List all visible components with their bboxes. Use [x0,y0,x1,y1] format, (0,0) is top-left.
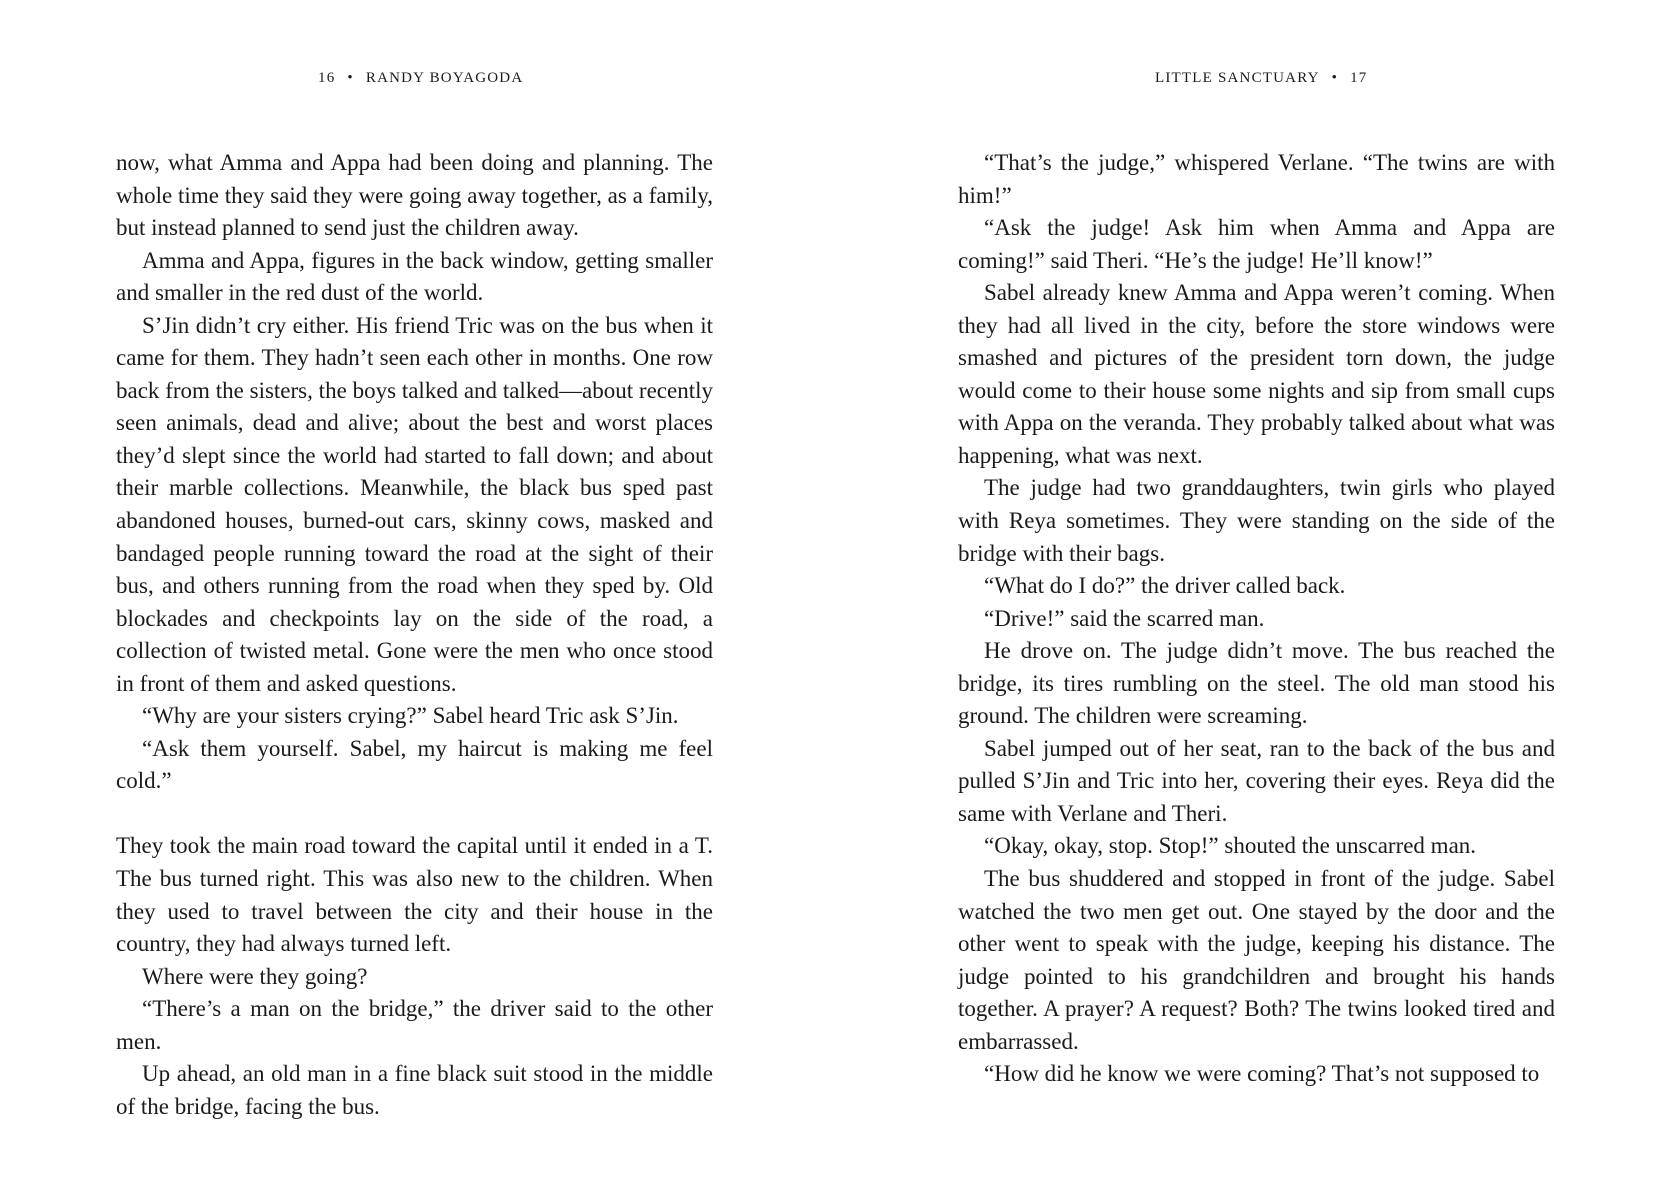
paragraph: Up ahead, an old man in a fine black suit stood in the middle of the bridge, facing the bus. [116,1061,713,1119]
left-page-number: 16 [318,70,336,86]
section-start-paragraph: They took the main road toward the capital until it ended in a T. The bus turned right. This was also new to the children. When they used to travel between the city and their house in the country, they had always turned left. [116,833,713,957]
paragraph: “Okay, okay, stop. Stop!” shouted the unscarred man. [984,833,1477,859]
paragraph: Amma and Appa, figures in the back window, getting smaller and smaller in the red dust of the world. [116,247,713,306]
paragraph: He drove on. The judge didn’t move. The bus reached the bridge, its tires rumbling on the steel. The old man stood his ground. The children were screaming. [958,638,1555,729]
book-title: LITTLE SANCTUARY [1155,70,1320,86]
right-page [829,0,1659,1200]
paragraph: “That’s the judge,” whispered Verlane. “The twins are with him!” [958,150,1555,208]
paragraph: The judge had two granddaughters, twin girls who played with Reya sometimes. They were standing on the side of the bridge with their bags. [958,475,1555,566]
paragraph: Sabel already knew Amma and Appa weren’t coming. When they had all lived in the city, before the store windows were smashed and pictures of the president torn down, the judge would come to their house some nights and sip from small cups with Appa on the veranda. They probably talked about what was happening, what was next. [958,280,1555,468]
paragraph: “How did he know we were coming? That’s not supposed to [984,1061,1540,1087]
paragraph: “What do I do?” the driver called back. [984,573,1346,599]
author-name: RANDY BOYAGODA [365,70,524,86]
right-page-number: 17 [1350,70,1368,86]
paragraph: “Ask them yourself. Sabel, my haircut is making me feel cold.” [116,735,713,794]
right-page-text [958,147,1555,1091]
header-separator: • [1331,70,1339,86]
paragraph: Where were they going? [142,963,368,989]
left-running-head [318,69,523,87]
paragraph: S’Jin didn’t cry either. His friend Tric was on the bus when it came for them. They hadn’t seen each other in months. One row back from the sisters, the boys talked and talked—about recently seen animals, dead and alive; about the best and worst places they’d slept since the world had started to fall down; and about their marble collections. Meanwhile, the black bus sped past abandoned houses, burned-out cars, skinny cows, masked and bandaged people running toward the road at the sight of their bus, and others running from the road when they sped by. Old blockades and checkpoints lay on the side of the road, a collection of twisted metal. Gone were the men who once stood in front of them and asked questions. [116,312,713,696]
right-running-head [1155,69,1367,87]
paragraph: “Drive!” said the scarred man. [984,605,1265,631]
paragraph: “Why are your sisters crying?” Sabel heard Tric ask S’Jin. [142,703,679,729]
paragraph: “There’s a man on the bridge,” the driver said to the other men. [116,996,713,1054]
paragraph: The bus shuddered and stopped in front of the judge. Sabel watched the two men get out. One stayed by the door and the other went to speak with the judge, keeping his distance. The judge pointed to his grandchildren and brought his hands together. A prayer? A request? Both? The twins looked tired and embarrassed. [958,866,1555,1054]
paragraph: “Ask the judge! Ask him when Amma and Appa are coming!” said Theri. “He’s the judge! He’ll know!” [958,215,1555,273]
left-page [0,0,829,1200]
header-separator: • [347,70,354,86]
paragraph: Sabel jumped out of her seat, ran to the back of the bus and pulled S’Jin and Tric into her, covering their eyes. Reya did the same with Verlane and Theri. [958,735,1555,826]
paragraph: now, what Amma and Appa had been doing and planning. The whole time they said they were going away together, as a family, but instead planned to send just the children away. [116,150,713,241]
left-page-text [116,147,713,1123]
